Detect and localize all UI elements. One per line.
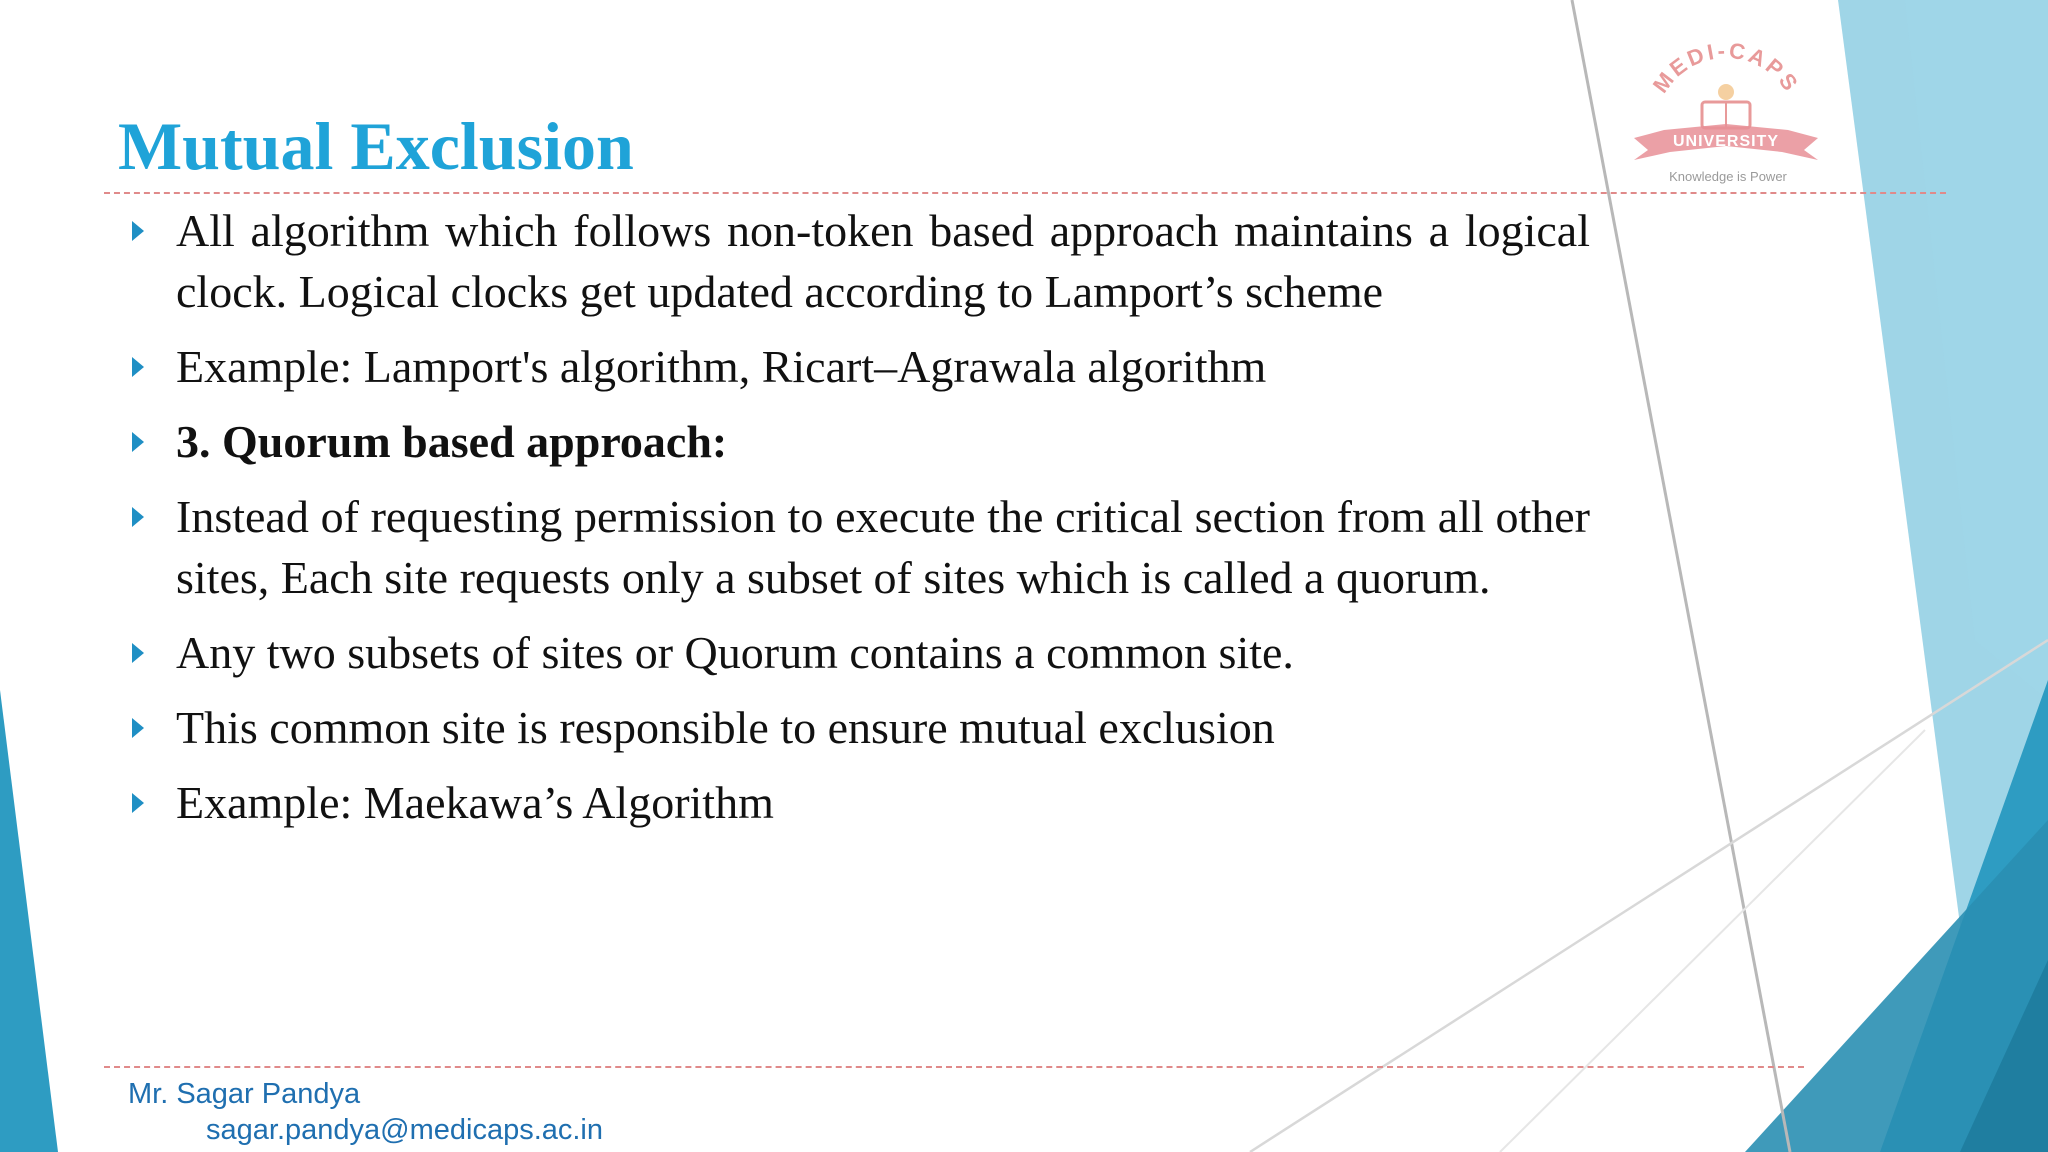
bullet-text: Any two subsets of sites or Quorum contains a common site. [176, 627, 1294, 678]
bullet-item [128, 772, 1590, 833]
bullet-list [128, 200, 1590, 847]
bullet-text: This common site is responsible to ensure mutual exclusion [176, 702, 1275, 753]
bullet-marker-icon [132, 643, 144, 663]
footer-email: sagar.pandya@medicaps.ac.in [206, 1114, 604, 1146]
bullet-item [128, 697, 1590, 758]
bullet-text: All algorithm which follows non-token based approach maintains a logical clock. Logical clocks get updated according to Lamport’s scheme [176, 205, 1590, 317]
bullet-marker-icon [132, 432, 144, 452]
left-panel [0, 690, 58, 1152]
bullet-text: Example: Lamport's algorithm, Ricart–Agrawala algorithm [176, 341, 1267, 392]
logo-tagline: Knowledge is Power [1669, 169, 1787, 184]
university-logo [1618, 28, 1834, 192]
bullet-item [128, 411, 1590, 472]
bullet-item [128, 200, 1590, 322]
logo-ribbon-text: UNIVERSITY [1672, 133, 1780, 150]
bullet-marker-icon [132, 507, 144, 527]
bullet-item [128, 622, 1590, 683]
logo-top-text: MEDI-CAPS [1647, 37, 1805, 98]
bottom-divider [104, 1066, 1804, 1068]
bullet-marker-icon [132, 357, 144, 377]
bullet-item [128, 336, 1590, 397]
bullet-text: Example: Maekawa’s Algorithm [176, 777, 774, 828]
bullet-item [128, 486, 1590, 608]
bullet-marker-icon [132, 793, 144, 813]
footer-author: Mr. Sagar Pandya [128, 1078, 361, 1110]
bullet-text: Instead of requesting permission to execute the critical section from all other sites, Each site requests only a subset of sites which is called a quorum. [176, 491, 1590, 603]
top-divider [104, 192, 1946, 194]
slide-title: Mutual Exclusion [118, 108, 634, 184]
bullet-marker-icon [132, 221, 144, 241]
bullet-text: 3. Quorum based approach: [176, 416, 728, 467]
bullet-marker-icon [132, 718, 144, 738]
